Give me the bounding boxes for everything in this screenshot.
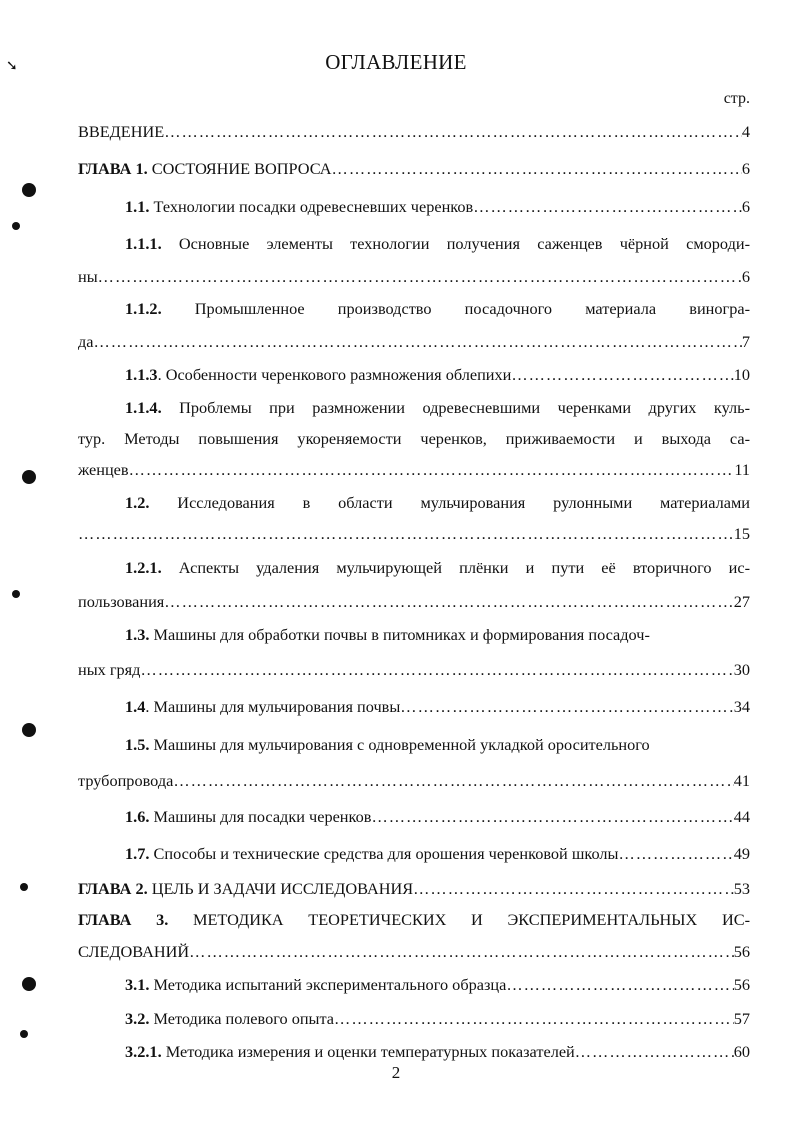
toc-entry-text: Методика измерения и оценки температурных показателей [161,1042,575,1061]
toc-entry-text: ЦЕЛЬ И ЗАДАЧИ ИССЛЕДОВАНИЯ [147,879,414,898]
toc-entry-text: ны [78,267,98,286]
toc-page: 27 [733,592,750,611]
toc-entry-text: Аспекты удаления мульчирующей плёнки и пути её вторичного ис- [161,558,750,577]
page-column-label: стр. [723,90,750,107]
toc-entry-text: МЕТОДИКА ТЕОРЕТИЧЕСКИХ И ЭКСПЕРИМЕНТАЛЬНЫХ ИС- [168,910,750,929]
toc-entry-chapter-2[interactable] [78,878,750,900]
toc-entry-number: 1.5. [125,735,150,754]
toc-entry-number: 1.3. [125,625,150,644]
toc-entry-intro[interactable] [78,121,750,143]
toc-page: 60 [733,1042,750,1061]
toc-leader [78,523,734,545]
toc-entry-number: 1.1. [125,197,150,216]
toc-entry-text: СЛЕДОВАНИЙ [78,942,190,961]
binding-mark [12,590,20,598]
toc-page: 30 [733,660,750,679]
toc-entry-text: Исследования в области мульчирования рулонными материалами [149,493,750,512]
toc-entry-1-5[interactable] [125,734,750,756]
toc-page: 53 [733,879,750,898]
toc-entry-number: 1.1.2. [125,299,162,318]
toc-entry-number: 3.2.1. [125,1042,162,1061]
toc-entry-chapter-3-cont[interactable] [78,941,750,963]
toc-page: 34 [733,697,750,716]
page-title: ОГЛАВЛЕНИЕ [325,50,467,74]
toc-page: 10 [733,365,750,384]
toc-entry-text: Способы и технические средства для орошения черенковой школы [149,844,619,863]
toc-entry-number: 1.2. [125,493,150,512]
toc-entry-1-1-4-end[interactable] [78,459,750,481]
toc-entry-1-2-cont[interactable] [78,523,750,545]
toc-leader [332,158,742,180]
binding-mark: ➘ [6,59,18,74]
toc-entry-chapter-1[interactable] [78,158,750,180]
toc-entry-3-2[interactable] [125,1008,750,1030]
toc-leader [334,1008,734,1030]
toc-page: 11 [734,460,750,479]
toc-leader [129,459,735,481]
toc-entry-text: Проблемы при размножении одревесневшими черенками других куль- [161,398,750,417]
toc-entry-number: 1.1.1. [125,234,162,253]
toc-entry-text: тур. Методы повышения укореняемости черенков, приживаемости и выхода са- [78,429,750,448]
toc-entry-text: пользования [78,592,165,611]
toc-entry-1-1[interactable] [125,196,750,218]
toc-leader [98,266,742,288]
toc-entry-3-2-1[interactable] [125,1041,750,1063]
toc-page: 4 [741,122,750,141]
toc-entry-1-2[interactable] [125,492,750,514]
toc-entry-number: 1.1.4. [125,398,162,417]
toc-leader [164,591,733,613]
toc-entry-1-7[interactable] [125,843,750,865]
toc-entry-number: 1.6. [125,807,150,826]
page-number: 2 [391,1063,401,1082]
toc-page: 6 [741,197,750,216]
toc-leader [506,974,733,996]
binding-mark [12,222,20,230]
toc-entry-text: . Машины для мульчирования почвы [145,697,401,716]
toc-entry-number: ГЛАВА 1. [78,159,148,178]
toc-entry-1-3-cont[interactable] [78,659,750,681]
toc-entry-text: да [78,332,94,351]
toc-entry-text: Машины для обработки почвы в питомниках и формирования посадоч- [149,625,650,644]
toc-leader [473,196,742,218]
toc-entry-chapter-3[interactable] [78,909,750,931]
toc-entry-text: ных гряд [78,660,141,679]
toc-entry-text: Методика испытаний экспериментального образца [149,975,507,994]
punch-hole [22,470,36,484]
toc-entry-1-1-3[interactable] [125,364,750,386]
toc-entry-1-1-2-cont[interactable] [78,331,750,353]
toc-entry-text: Основные элементы технологии получения саженцев чёрной смороди- [161,234,750,253]
toc-entry-1-3[interactable] [125,624,750,646]
toc-page: 7 [741,332,750,351]
toc-entry-text: женцев [78,460,129,479]
toc-entry-text: Технологии посадки одревесневших черенков [149,197,474,216]
binding-mark [20,1030,28,1038]
toc-page: 44 [733,807,750,826]
toc-entry-text: Машины для посадки черенков [149,807,372,826]
toc-page: 6 [741,159,750,178]
toc-entry-text: . Особенности черенкового размножения облепихи [157,365,512,384]
toc-leader [371,806,733,828]
toc-entry-1-1-4[interactable] [125,397,750,419]
toc-page: 49 [733,844,750,863]
toc-entry-text: Машины для мульчирования с одновременной укладкой оросительного [149,735,650,754]
toc-entry-number: 1.2.1. [125,558,162,577]
toc-entry-1-1-1-cont[interactable] [78,266,750,288]
punch-hole [22,977,36,991]
toc-entry-1-1-4-cont[interactable] [78,428,750,450]
toc-leader [94,331,742,353]
toc-entry-1-2-1[interactable] [125,557,750,579]
toc-leader [173,770,733,792]
toc-page: 56 [733,975,750,994]
toc-entry-number: ГЛАВА 2. [78,879,148,898]
toc-entry-text: ВВЕДЕНИЕ [78,122,165,141]
toc-entry-1-1-1[interactable] [125,233,750,255]
toc-page: 56 [733,942,750,961]
toc-entry-text: Промышленное производство посадочного материала виногра- [161,299,750,318]
punch-hole [22,183,36,197]
toc-leader [400,696,733,718]
toc-entry-number: 3.2. [125,1009,150,1028]
toc-entry-text: трубопровода [78,771,174,790]
toc-leader [575,1041,734,1063]
toc-entry-number: 1.7. [125,844,150,863]
toc-entry-number: 1.1.3 [125,365,158,384]
toc-entry-1-6[interactable] [125,806,750,828]
toc-entry-1-4[interactable] [125,696,750,718]
toc-entry-1-5-cont[interactable] [78,770,750,792]
toc-leader [140,659,733,681]
toc-page: 57 [733,1009,750,1028]
toc-leader [413,878,734,900]
toc-entry-1-2-1-cont[interactable] [78,591,750,613]
toc-entry-1-1-2[interactable] [125,298,750,320]
toc-entry-number: ГЛАВА 3. [78,910,169,929]
toc-leader [164,121,742,143]
punch-hole [22,723,36,737]
toc-entry-number: 1.4 [125,697,146,716]
toc-page: 15 [733,524,750,543]
binding-mark [20,883,28,891]
toc-page: 41 [733,771,750,790]
toc-entry-3-1[interactable] [125,974,750,996]
toc-entry-text: СОСТОЯНИЕ ВОПРОСА [147,159,332,178]
toc-entry-number: 3.1. [125,975,150,994]
toc-leader [618,843,733,865]
toc-page: 6 [741,267,750,286]
toc-entry-text: Методика полевого опыта [149,1009,335,1028]
toc-leader [189,941,734,963]
toc-leader [511,364,733,386]
